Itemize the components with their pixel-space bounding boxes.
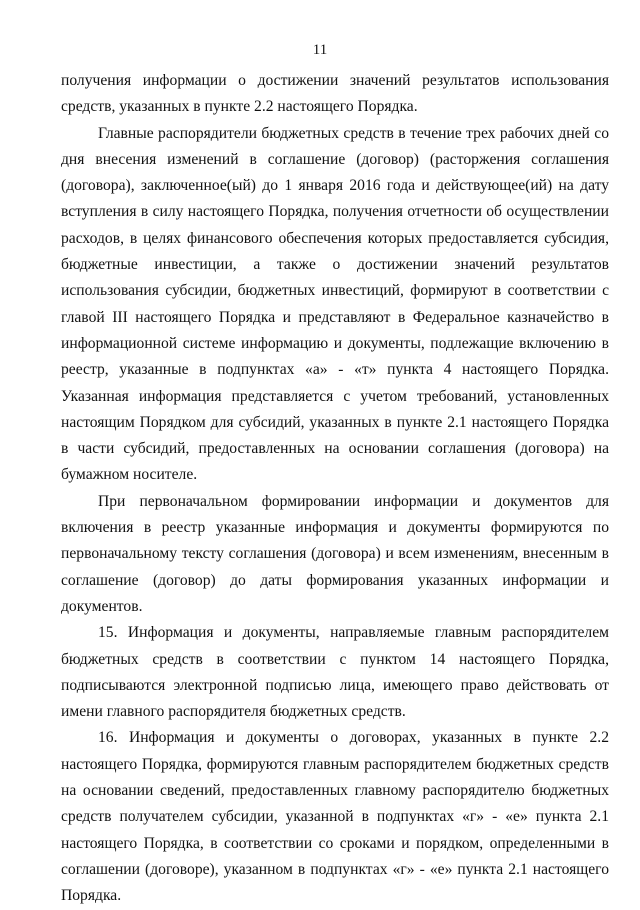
paragraph-initial-formation: При первоначальном формировании информации и документов для включения в реестр указанные информация и документы формируются по первоначальному тексту соглашения (договора) и всем изменениям, внесенным в соглашение (договор) до даты формирования указанных информации и документов. — [61, 492, 609, 615]
paragraph-item-16: 16. Информация и документы о договорах, указанных в пункте 2.2 настоящего Порядка, формируются главным распорядителем бюджетных средств на основании сведений, предоставленных главному распорядителю бюджетных средств получателем субсидии, указанной в подпунктах «г» - «е» пункта 2.1 настоящего Порядка, в соответствии со сроками и порядком, определенными в соглашении (договоре), указанном в подпунктах «г» - «е» пункта 2.1 настоящего Порядка. — [61, 729, 609, 905]
paragraph-continuation: получения информации о достижении значений результатов использования средств, указанных в пункте 2.2 настоящего Порядка. — [61, 72, 609, 116]
document-body — [61, 68, 609, 910]
paragraph-main-distributors: Главные распорядители бюджетных средств в течение трех рабочих дней со дня внесения изменений в соглашение (договор) (расторжения соглашения (договора), заключенное(ый) до 1 января 2016 года и действующее(ий) на дату вступления в силу настоящего Порядка, получения отчетности об осуществлении расходов, в целях финансового обеспечения которых предоставляется субсидия, бюджетные инвестиции, а также о достижении значений результатов использования субсидии, бюджетных инвестиций, формируют в соответствии с главой III настоящего Порядка и представляют в Федеральное казначейство в информационной системе информацию и документы, подлежащие включению в реестр, указанные в подпунктах «а» - «т» пункта 4 настоящего Порядка. Указанная информация представляется с учетом требований, установленных настоящим Порядком для субсидий, указанных в пункте 2.1 настоящего Порядка в части субсидий, предоставленных на основании соглашения (договора) на бумажном носителе. — [61, 124, 609, 484]
page-number: 11 — [312, 42, 328, 58]
paragraph-item-15: 15. Информация и документы, направляемые главным распорядителем бюджетных средств в соответствии с пунктом 14 настоящего Порядка, подписываются электронной подписью лица, имеющего право действовать от имени главного распорядителя бюджетных средств. — [61, 624, 609, 721]
